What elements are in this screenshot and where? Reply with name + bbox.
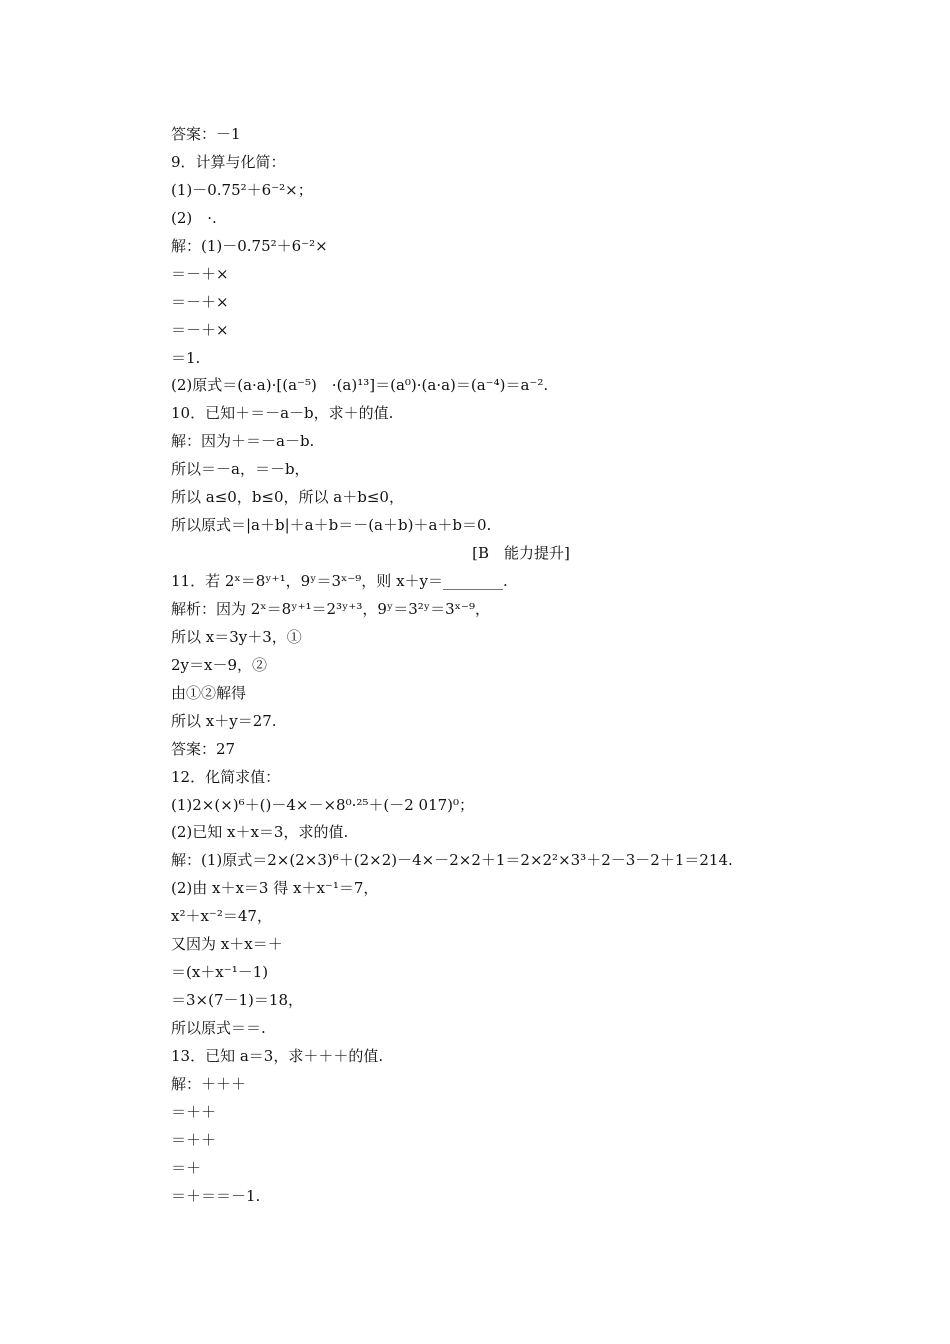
text-line: (2)由 x＋x＝3 得 x＋x⁻¹＝7，	[171, 879, 379, 898]
section-heading: [B 能力提升]	[472, 544, 570, 563]
text-line: 解：＋＋＋	[171, 1074, 247, 1093]
text-line: ＝＋＋	[171, 1102, 217, 1121]
text-line: ＝＋＋	[171, 1130, 217, 1149]
text-line: 由①②解得	[171, 683, 247, 702]
text-line: ＝3×(7－1)＝18，	[171, 991, 303, 1010]
text-line: 解析：因为 2ˣ＝8ʸ⁺¹＝2³ʸ⁺³，9ʸ＝3²ʸ＝3ˣ⁻⁹，	[171, 599, 490, 618]
text-line: (2) ·.	[171, 208, 217, 227]
text-line: 所以原式＝|a＋b|＋a＋b＝－(a＋b)＋a＋b＝0.	[171, 516, 492, 535]
question-13-title: 13．已知 a＝3，求＋＋＋的值.	[171, 1046, 384, 1065]
question-12-title: 12．化简求值：	[171, 767, 281, 786]
text-line: 答案：27	[171, 739, 236, 758]
text-line: ＝－＋×	[171, 320, 229, 339]
text-line: 所以 a≤0，b≤0，所以 a＋b≤0，	[171, 488, 404, 507]
text-line: 解：因为＋＝－a－b.	[171, 432, 315, 451]
text-line: 解：(1)原式＝2×(2×3)⁶＋(2×2)－4×－2×2＋1＝2×2²×3³＋2－3－2＋1＝214.	[171, 851, 733, 870]
text-line: ＝－＋×	[171, 264, 229, 283]
text-line: ＝(x＋x⁻¹－1)	[171, 963, 269, 982]
question-10-title: 10．已知＋＝－a－b，求＋的值.	[171, 404, 394, 423]
text-line: ＝1.	[171, 348, 201, 367]
question-11-title: 11．若 2ˣ＝8ʸ⁺¹，9ʸ＝3ˣ⁻⁹，则 x＋y＝________.	[171, 572, 508, 590]
text-line: 所以 x＝3y＋3，①	[171, 627, 302, 646]
text-line: (1)2×(×)⁶＋()－4×－×8⁰·²⁵＋(－2 017)⁰；	[171, 795, 475, 814]
text-line: ＝＋	[171, 1158, 202, 1177]
text-line: 解：(1)－0.75²＋6⁻²×	[171, 236, 328, 255]
text-line: (2)已知 x＋x＝3，求的值.	[171, 823, 349, 842]
document-body	[171, 121, 871, 1211]
text-line: 2y＝x－9，②	[171, 655, 268, 674]
text-line: (1)－0.75²＋6⁻²×；	[171, 180, 313, 199]
question-9-title: 9．计算与化简：	[171, 152, 286, 171]
text-line: 答案：－1	[171, 125, 241, 143]
text-line: 所以 x＋y＝27.	[171, 711, 277, 730]
text-line: 所以＝－a，＝－b，	[171, 460, 310, 479]
text-line: 所以原式＝＝.	[171, 1019, 266, 1037]
text-line: 又因为 x＋x＝＋	[171, 935, 283, 954]
text-line: ＝－＋×	[171, 292, 229, 311]
text-line: (2)原式＝(a·a)·[(a⁻⁵) ·(a)¹³]＝(a⁰)·(a·a)＝(a⁻⁴)＝a⁻².	[171, 376, 549, 395]
text-line: ＝＋＝＝－1.	[171, 1186, 261, 1205]
text-line: x²＋x⁻²＝47，	[171, 907, 272, 926]
